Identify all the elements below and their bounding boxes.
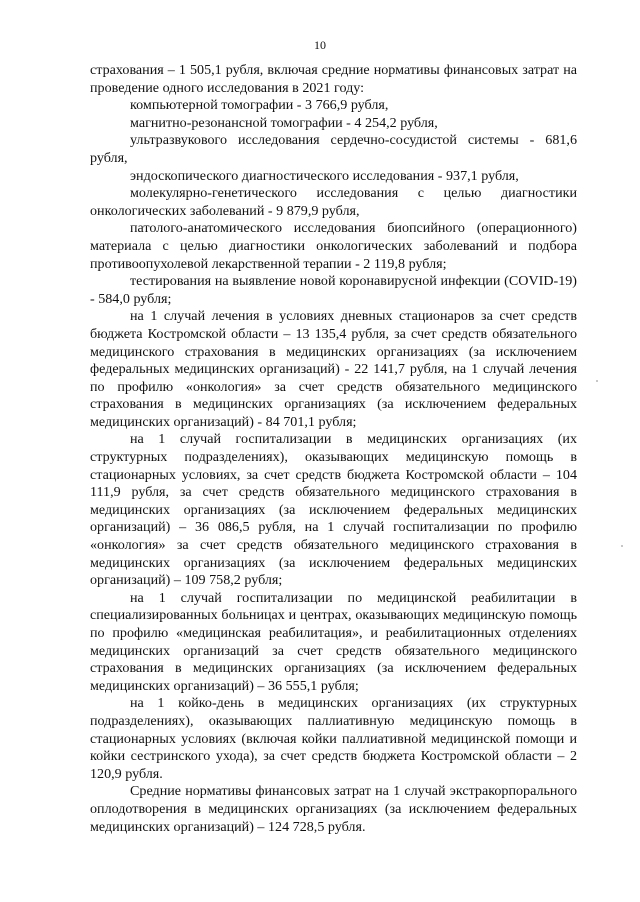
paragraph-covid-testing: тестирования на выявление новой коронавирусной инфекции (COVID-19) - 584,0 рубля; xyxy=(90,273,577,307)
paragraph-hospitalization: на 1 случай госпитализации в медицинских организациях (их структурных подразделениях), оказывающих медицинскую помощь в стационарных условиях, за счет средств бюджета Костромской области – 104 111,9 рубля, за счет средств обязательного медицинского страхования в медицинских организациях (за исключением федеральных медицинских организаций) – 36 086,5 рубля, на 1 случай госпитализации по профилю «онкология» за счет средств обязательного медицинского страхования в медицинских организациях (за исключением федеральных медицинских организаций) – 109 758,2 рубля; xyxy=(90,431,577,589)
paragraph-ct: компьютерной томографии - 3 766,9 рубля, xyxy=(130,97,389,114)
paragraph-endoscopy: эндоскопического диагностического исследования - 937,1 рубля, xyxy=(130,167,519,184)
document-body xyxy=(90,62,577,836)
paragraph-molecular-genetic: молекулярно-генетического исследования с целью диагностики онкологических заболеваний - 9 879,9 рубля, xyxy=(90,185,577,219)
paragraph-mri: магнитно-резонансной томографии - 4 254,2 рубля, xyxy=(130,114,438,131)
paragraph-pathology: патолого-анатомического исследования биопсийного (операционного) материала с целью диагностики онкологических заболеваний и подбора противоопухолевой лекарственной терапии - 2 119,8 рубля; xyxy=(90,220,577,272)
paragraph-palliative: на 1 койко-день в медицинских организациях (их структурных подразделениях), оказывающих паллиативную медицинскую помощь в стационарных условиях (включая койки паллиативной медицинской помощи и койки сестринского ухода), за счет средств бюджета Костромской области – 2 120,9 рубля. xyxy=(90,695,577,782)
scan-speck xyxy=(621,545,623,547)
scan-speck xyxy=(596,380,598,382)
paragraph-rehabilitation: на 1 случай госпитализации по медицинской реабилитации в специализированных больницах и центрах, оказывающих медицинскую помощь по профилю «медицинская реабилитация», и реабилитационных отделениях медицинских организаций за счет средств обязательного медицинского страхования в медицинских организациях (за исключением федеральных медицинских организаций) – 36 555,1 рубля; xyxy=(90,589,577,694)
paragraph-intro: страхования – 1 505,1 рубля, включая средние нормативы финансовых затрат на проведение одного исследования в 2021 году: xyxy=(90,62,577,96)
paragraph-ivf: Средние нормативы финансовых затрат на 1 случай экстракорпорального оплодотворения в медицинских организациях (за исключением федеральных медицинских организаций) – 124 728,5 рубля. xyxy=(90,783,577,835)
page-number: 10 xyxy=(314,38,326,52)
paragraph-ultrasound: ультразвукового исследования сердечно-сосудистой системы - 681,6 рубля, xyxy=(90,132,577,166)
paragraph-day-hospital: на 1 случай лечения в условиях дневных стационаров за счет средств бюджета Костромской области – 13 135,4 рубля, за счет средств обязательного медицинского страхования в медицинских организациях (за исключением федеральных медицинских организаций) - 22 141,7 рубля, на 1 случай лечения по профилю «онкология» за счет средств обязательного медицинского страхования в медицинских организациях (за исключением федеральных медицинских организаций) - 84 701,1 рубля; xyxy=(90,308,577,430)
